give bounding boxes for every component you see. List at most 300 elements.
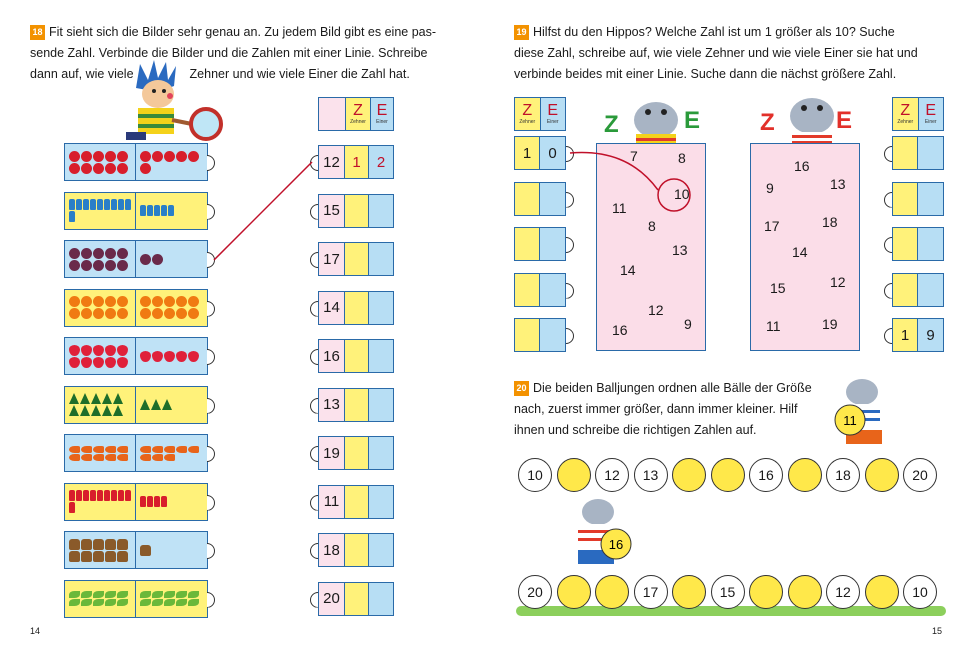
einer-field[interactable] (369, 437, 393, 469)
blackberry-icon (117, 248, 128, 259)
zehner-field[interactable] (893, 274, 918, 306)
z-label: Z (522, 102, 533, 119)
bag-icon (93, 539, 104, 550)
card-number: 14 (319, 292, 345, 324)
empty-ball-field[interactable] (672, 458, 706, 492)
pool-number[interactable]: 8 (648, 218, 656, 234)
bottle-icon (69, 211, 75, 222)
strawberry-icon (69, 357, 80, 368)
hippo-ballboy-illustration (564, 494, 640, 584)
fish-icon (105, 454, 116, 461)
page-number: 14 (30, 626, 41, 636)
strawberry-icon (164, 351, 175, 362)
e-label: E (547, 102, 559, 119)
empty-ball-field[interactable] (557, 575, 591, 609)
fir-tree-icon (151, 399, 161, 410)
fish-icon (81, 454, 92, 461)
bottle-icon (125, 199, 131, 210)
orange-icon (176, 308, 187, 319)
orange-icon (69, 308, 80, 319)
bottle-icon (69, 199, 75, 210)
zehner-einer-header (892, 97, 944, 131)
number-card (318, 436, 394, 470)
leaf-icon (188, 599, 199, 606)
fish-icon (117, 454, 128, 461)
fir-tree-icon (69, 405, 79, 416)
leaf-icon (81, 591, 92, 598)
bag-icon (69, 539, 80, 550)
answer-card (514, 136, 566, 170)
task-number-badge: 19 (514, 25, 529, 40)
cherry-icon (117, 163, 128, 174)
page-number: 15 (931, 626, 942, 636)
e-label: E (925, 102, 937, 119)
bag-icon (117, 539, 128, 550)
pool-number[interactable]: 12 (648, 302, 664, 318)
zehner-field[interactable] (345, 389, 369, 421)
strawberry-icon (69, 345, 80, 356)
leaf-icon (164, 599, 175, 606)
bottle-icon (69, 502, 75, 513)
task-line: Fit sieht sich die Bilder sehr genau an. Zu jedem Bild gibt es eine pas- (49, 25, 437, 39)
blackberry-icon (69, 248, 80, 259)
blackberry-icon (93, 248, 104, 259)
leaf-icon (69, 591, 80, 598)
empty-ball-field[interactable] (749, 575, 783, 609)
einer-field[interactable] (540, 274, 565, 306)
bag-icon (140, 545, 151, 556)
cherry-icon (140, 151, 151, 162)
orange-icon (152, 308, 163, 319)
einer-field[interactable] (369, 486, 393, 518)
strawberry-icon (117, 345, 128, 356)
task-line: Die beiden Balljungen ordnen alle Bälle der Größe (533, 381, 812, 395)
fish-icon (152, 454, 163, 461)
strawberry-icon (93, 345, 104, 356)
answer-card (892, 273, 944, 307)
leaf-icon (81, 599, 92, 606)
bag-icon (69, 551, 80, 562)
bag-icon (81, 551, 92, 562)
task-line: sende Zahl. Verbinde die Bilder und die Zahlen mit einer Linie. Schreibe (30, 46, 428, 60)
answer-card (514, 182, 566, 216)
card-number: 13 (319, 389, 345, 421)
empty-ball-field[interactable] (557, 458, 591, 492)
strawberry-icon (81, 345, 92, 356)
orange-icon (81, 308, 92, 319)
bottle-icon (118, 199, 124, 210)
zehner-label: Zehner (519, 119, 536, 125)
number-ball: 20 (903, 458, 937, 492)
einer-field[interactable] (369, 195, 393, 227)
zehner-field[interactable] (515, 274, 540, 306)
number-ball: 16 (749, 458, 783, 492)
einer-label: Einer (924, 119, 937, 125)
zehner-einer-header (318, 97, 394, 131)
zehner-field[interactable]: 1 (345, 146, 369, 178)
number-ball: 10 (903, 575, 937, 609)
zehner-field[interactable] (515, 319, 540, 351)
task-line: ihnen und schreibe die richtigen Zahlen auf. (514, 423, 757, 437)
zehner-field[interactable]: 1 (893, 319, 918, 351)
pool-number[interactable]: 11 (612, 200, 627, 216)
orange-icon (81, 296, 92, 307)
pool-number[interactable]: 16 (794, 158, 810, 174)
fish-icon (81, 446, 92, 453)
fish-icon (69, 446, 80, 453)
card-number: 15 (319, 195, 345, 227)
fir-tree-icon (113, 393, 123, 404)
task-line: Hilfst du den Hippos? Welche Zahl ist um 1 größer als 10? Suche (533, 25, 895, 39)
task-19-text (514, 22, 954, 85)
fir-tree-icon (91, 405, 101, 416)
bottle-icon (76, 490, 82, 501)
z-label: Z (353, 102, 363, 119)
zehner-field[interactable] (345, 195, 369, 227)
fish-icon (188, 446, 199, 453)
blackberry-icon (105, 248, 116, 259)
einer-field[interactable] (918, 137, 943, 169)
orange-icon (140, 308, 151, 319)
zehner-field[interactable] (515, 183, 540, 215)
empty-ball-field[interactable] (595, 575, 629, 609)
task-number-badge: 20 (514, 381, 529, 396)
answer-card (892, 136, 944, 170)
bottle-icon (118, 490, 124, 501)
strawberry-icon (105, 357, 116, 368)
einer-label: Einer (546, 119, 559, 125)
bottle-icon (104, 490, 110, 501)
number-card (318, 242, 394, 276)
cherry-icon (117, 151, 128, 162)
pool-number[interactable]: 13 (672, 242, 688, 258)
zehner-field[interactable] (345, 534, 369, 566)
pool-number[interactable]: 14 (792, 244, 808, 260)
picture-box (64, 192, 208, 230)
cherry-icon (188, 151, 199, 162)
answer-card (892, 182, 944, 216)
empty-ball-field[interactable] (711, 458, 745, 492)
hippo-head-illustration (756, 90, 868, 146)
cherry-icon (69, 163, 80, 174)
number-ball: 13 (634, 458, 668, 492)
ball-number: 11 (843, 413, 857, 428)
orange-icon (117, 296, 128, 307)
fish-icon (69, 454, 80, 461)
number-ball: 17 (634, 575, 668, 609)
fish-icon (164, 454, 175, 461)
einer-field[interactable] (540, 228, 565, 260)
leaf-icon (152, 591, 163, 598)
leaf-icon (105, 599, 116, 606)
fir-tree-icon (91, 393, 101, 404)
card-number: 19 (319, 437, 345, 469)
leaf-icon (93, 599, 104, 606)
answer-card (892, 318, 944, 352)
orange-icon (176, 296, 187, 307)
blackberry-icon (93, 260, 104, 271)
leaf-icon (140, 599, 151, 606)
zehner-label: Zehner (350, 119, 366, 125)
empty-ball-field[interactable] (865, 458, 899, 492)
orange-icon (105, 308, 116, 319)
bag-icon (93, 551, 104, 562)
orange-icon (164, 296, 175, 307)
picture-box (64, 386, 208, 424)
blackberry-icon (81, 260, 92, 271)
picture-box (64, 289, 208, 327)
number-ball: 12 (595, 458, 629, 492)
strawberry-icon (152, 351, 163, 362)
strawberry-icon (176, 351, 187, 362)
leaf-icon (188, 591, 199, 598)
number-card (318, 485, 394, 519)
number-card (318, 533, 394, 567)
einer-field[interactable] (369, 583, 393, 615)
zehner-field[interactable] (893, 228, 918, 260)
orange-icon (105, 296, 116, 307)
bottle-icon (69, 490, 75, 501)
task-line: nach, zuerst immer größer, dann immer kleiner. Hilf (514, 402, 798, 416)
cherry-icon (152, 151, 163, 162)
einer-field[interactable] (540, 183, 565, 215)
blackberry-icon (69, 260, 80, 271)
number-card (318, 194, 394, 228)
zehner-label: Zehner (897, 119, 914, 125)
orange-icon (164, 308, 175, 319)
fir-tree-icon (102, 393, 112, 404)
card-number: 20 (319, 583, 345, 615)
strawberry-icon (188, 351, 199, 362)
einer-field[interactable] (918, 228, 943, 260)
card-number: 17 (319, 243, 345, 275)
strawberry-icon (93, 357, 104, 368)
leaf-icon (164, 591, 175, 598)
bottle-icon (90, 490, 96, 501)
number-ball: 15 (711, 575, 745, 609)
fish-icon (140, 454, 151, 461)
bag-icon (117, 551, 128, 562)
zehner-field[interactable] (345, 437, 369, 469)
ball-number: 16 (608, 537, 624, 552)
bottle-icon (104, 199, 110, 210)
bottle-icon (154, 496, 160, 507)
einer-label: Einer (376, 119, 388, 125)
z-label: Z (900, 102, 911, 119)
fish-icon (117, 446, 128, 453)
pool-number[interactable]: 15 (770, 280, 786, 296)
picture-box (64, 143, 208, 181)
zehner-field[interactable] (893, 183, 918, 215)
blackberry-icon (140, 254, 151, 265)
einer-field[interactable] (369, 243, 393, 275)
pool-number[interactable]: 16 (612, 322, 628, 338)
hippo-letter-e: E (836, 107, 853, 134)
einer-field[interactable] (369, 389, 393, 421)
pool-number[interactable]: 18 (822, 214, 838, 230)
task-line: dann auf, wie viele (30, 67, 134, 81)
pool-number[interactable]: 9 (766, 180, 774, 196)
blackberry-icon (152, 254, 163, 265)
einer-field[interactable] (369, 340, 393, 372)
pool-number[interactable]: 17 (764, 218, 780, 234)
task-line: Zehner und wie viele Einer die Zahl hat. (189, 67, 410, 81)
task-20-text (514, 378, 844, 441)
orange-icon (188, 296, 199, 307)
zehner-field[interactable] (893, 137, 918, 169)
bottle-icon (147, 205, 153, 216)
number-card (318, 582, 394, 616)
fish-icon (93, 446, 104, 453)
bottle-icon (168, 205, 174, 216)
fish-icon (93, 454, 104, 461)
answer-card (892, 227, 944, 261)
cherry-icon (105, 151, 116, 162)
number-ball: 12 (826, 575, 860, 609)
einer-field[interactable] (918, 274, 943, 306)
bottle-icon (147, 496, 153, 507)
task-line: verbinde beides mit einer Linie. Suche dann die nächst größere Zahl. (514, 67, 897, 81)
orange-icon (69, 296, 80, 307)
bottle-icon (111, 490, 117, 501)
zehner-einer-header (514, 97, 566, 131)
bag-icon (105, 551, 116, 562)
e-label: E (376, 102, 388, 119)
pool-number[interactable]: 14 (620, 262, 636, 278)
cherry-icon (93, 163, 104, 174)
fir-tree-icon (69, 393, 79, 404)
task-number-badge: 18 (30, 25, 45, 40)
zehner-field[interactable] (345, 486, 369, 518)
bottle-icon (76, 199, 82, 210)
zehner-field[interactable] (345, 292, 369, 324)
fish-icon (140, 446, 151, 453)
pool-number[interactable]: 12 (830, 274, 846, 290)
fir-tree-icon (102, 405, 112, 416)
answer-card (514, 318, 566, 352)
answer-card (514, 227, 566, 261)
blackberry-icon (117, 260, 128, 271)
bottle-icon (97, 490, 103, 501)
pool-number[interactable]: 8 (678, 150, 686, 166)
empty-ball-field[interactable] (865, 575, 899, 609)
bottle-icon (125, 490, 131, 501)
einer-field[interactable]: 2 (369, 146, 393, 178)
pool-number[interactable]: 11 (766, 318, 781, 334)
bag-icon (81, 539, 92, 550)
number-card (318, 291, 394, 325)
orange-icon (117, 308, 128, 319)
leaf-icon (117, 591, 128, 598)
cherry-icon (81, 163, 92, 174)
fir-tree-icon (80, 393, 90, 404)
picture-box (64, 434, 208, 472)
hedgehog-with-magnifier-illustration (118, 58, 228, 146)
leaf-icon (105, 591, 116, 598)
orange-icon (152, 296, 163, 307)
cherry-icon (176, 151, 187, 162)
cherry-icon (164, 151, 175, 162)
bottle-icon (140, 496, 146, 507)
leaf-icon (117, 599, 128, 606)
hippo-ballboy-illustration (828, 378, 898, 464)
bag-icon (105, 539, 116, 550)
cherry-icon (140, 163, 151, 174)
empty-ball-field[interactable] (788, 458, 822, 492)
orange-icon (140, 296, 151, 307)
blackberry-icon (81, 248, 92, 259)
orange-icon (93, 296, 104, 307)
zehner-field[interactable] (515, 228, 540, 260)
blackberry-icon (105, 260, 116, 271)
cherry-icon (81, 151, 92, 162)
fir-tree-icon (162, 399, 172, 410)
empty-ball-field[interactable] (788, 575, 822, 609)
einer-field[interactable] (918, 183, 943, 215)
bottle-icon (161, 205, 167, 216)
bottle-icon (90, 199, 96, 210)
einer-field[interactable] (540, 319, 565, 351)
picture-box (64, 483, 208, 521)
leaf-icon (69, 599, 80, 606)
bottle-icon (83, 199, 89, 210)
right-page (486, 0, 972, 648)
pool-number[interactable]: 13 (830, 176, 846, 192)
card-number: 18 (319, 534, 345, 566)
strawberry-icon (117, 357, 128, 368)
hippo-letter-e: E (684, 107, 701, 134)
pool-number[interactable]: 10 (674, 186, 690, 202)
card-number: 12 (319, 146, 345, 178)
card-number: 11 (319, 486, 345, 518)
leaf-icon (140, 591, 151, 598)
picture-box (64, 337, 208, 375)
cherry-icon (69, 151, 80, 162)
zehner-field[interactable] (345, 340, 369, 372)
fish-icon (164, 446, 175, 453)
einer-field[interactable]: 9 (918, 319, 943, 351)
cherry-icon (93, 151, 104, 162)
zehner-field[interactable] (345, 243, 369, 275)
number-ball: 20 (518, 575, 552, 609)
einer-field[interactable]: 0 (540, 137, 565, 169)
fish-icon (152, 446, 163, 453)
orange-icon (93, 308, 104, 319)
pool-number[interactable]: 19 (822, 316, 838, 332)
pool-number[interactable]: 9 (684, 316, 692, 332)
bottle-icon (97, 199, 103, 210)
strawberry-icon (81, 357, 92, 368)
picture-box (64, 580, 208, 618)
einer-field[interactable] (369, 292, 393, 324)
fir-tree-icon (140, 399, 150, 410)
hippo-letter-z: Z (604, 111, 619, 138)
fir-tree-icon (80, 405, 90, 416)
cherry-icon (105, 163, 116, 174)
strawberry-icon (105, 345, 116, 356)
task-18-text (30, 22, 460, 85)
number-card (318, 145, 394, 179)
pool-number[interactable]: 7 (630, 148, 638, 164)
zehner-field[interactable]: 1 (515, 137, 540, 169)
fish-icon (105, 446, 116, 453)
bottle-icon (111, 199, 117, 210)
zehner-field[interactable] (345, 583, 369, 615)
fish-icon (176, 446, 187, 453)
einer-field[interactable] (369, 534, 393, 566)
empty-ball-field[interactable] (672, 575, 706, 609)
number-ball: 18 (826, 458, 860, 492)
